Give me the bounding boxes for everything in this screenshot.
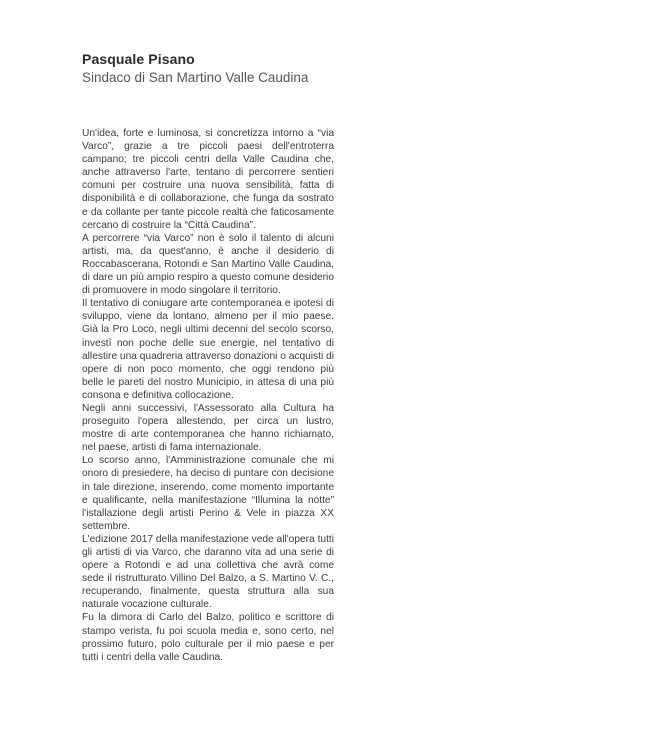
paragraph: Il tentativo di coniugare arte contemporanea e ipotesi di sviluppo, viene da lontano, almeno per il mio paese. Già la Pro Loco, negli ultimi decenni del secolo scorso, investì non poche delle sue energie, nel tentativo di allestire una quadreria attraverso donazioni o acquisti di opere di non poco momento, che oggi rendono più belle le pareti del nostro Municipio, in attesa di una più consona e definitiva collocazione. — [82, 298, 335, 401]
paragraph: L'edizione 2017 della manifestazione vede all'opera tutti gli artisti di via Varco, che daranno vita ad una serie di opere a Rotondi e ad una collettiva che avrà come sede il ristrutturato Villino Del Balzo, a S. Martino V. C., recuperando, finalmente, questa struttura alla sua naturale vocazione culturale. — [82, 533, 334, 611]
paragraph: Negli anni successivi, l'Assessorato alla Cultura ha proseguito l'opera allestendo, per circa un lustro, mostre di arte contemporanea che hanno richiamato, nel paese, artisti di fama internazionale. — [82, 402, 334, 454]
paragraph: Fu la dimora di Carlo del Balzo, politico e scrittore di stampo verista, fu poi scuola media e, sono certo, nel prossimo futuro, polo culturale per il mio paese e per tutti i centri della valle Caudina. — [82, 612, 334, 663]
author-name: Pasquale Pisano — [82, 51, 195, 67]
article-body — [82, 127, 334, 664]
paragraph: Lo scorso anno, l'Amministrazione comunale che mi onoro di presiedere, ha deciso di puntare con decisione in tale direzione, inserendo, come momento importante e qualificante, nella manifestazione “Illumina la notte” l'istallazione degli artisti Perino & Vele in piazza XX settembre. — [82, 455, 334, 532]
paragraph: A percorrere “via Varco” non è solo il talento di alcuni artisti, ma, da quest'anno, è anche il desiderio di Roccabascerana, Rotondi e San Martino Valle Caudina, di dare un più ampio respiro a questo comune desiderio di promuovere in modo singolare il territorio. — [82, 232, 334, 297]
author-role: Sindaco di San Martino Valle Caudina — [82, 70, 309, 85]
paragraph: Un'idea, forte e luminosa, si concretizza intorno a “via Varco”, grazie a tre piccoli paesi dell'entroterra campano; tre piccoli centri della Valle Caudina che, anche attraverso l'arte, tentano di percorrere sentieri comuni per costruire una nuova sensibilità, fatta di disponibilità e di collaborazione, che funga da sostrato e da collante per tante piccole realtà che faticosamente cercano di costruire la “Città Caudina”. — [82, 128, 334, 231]
